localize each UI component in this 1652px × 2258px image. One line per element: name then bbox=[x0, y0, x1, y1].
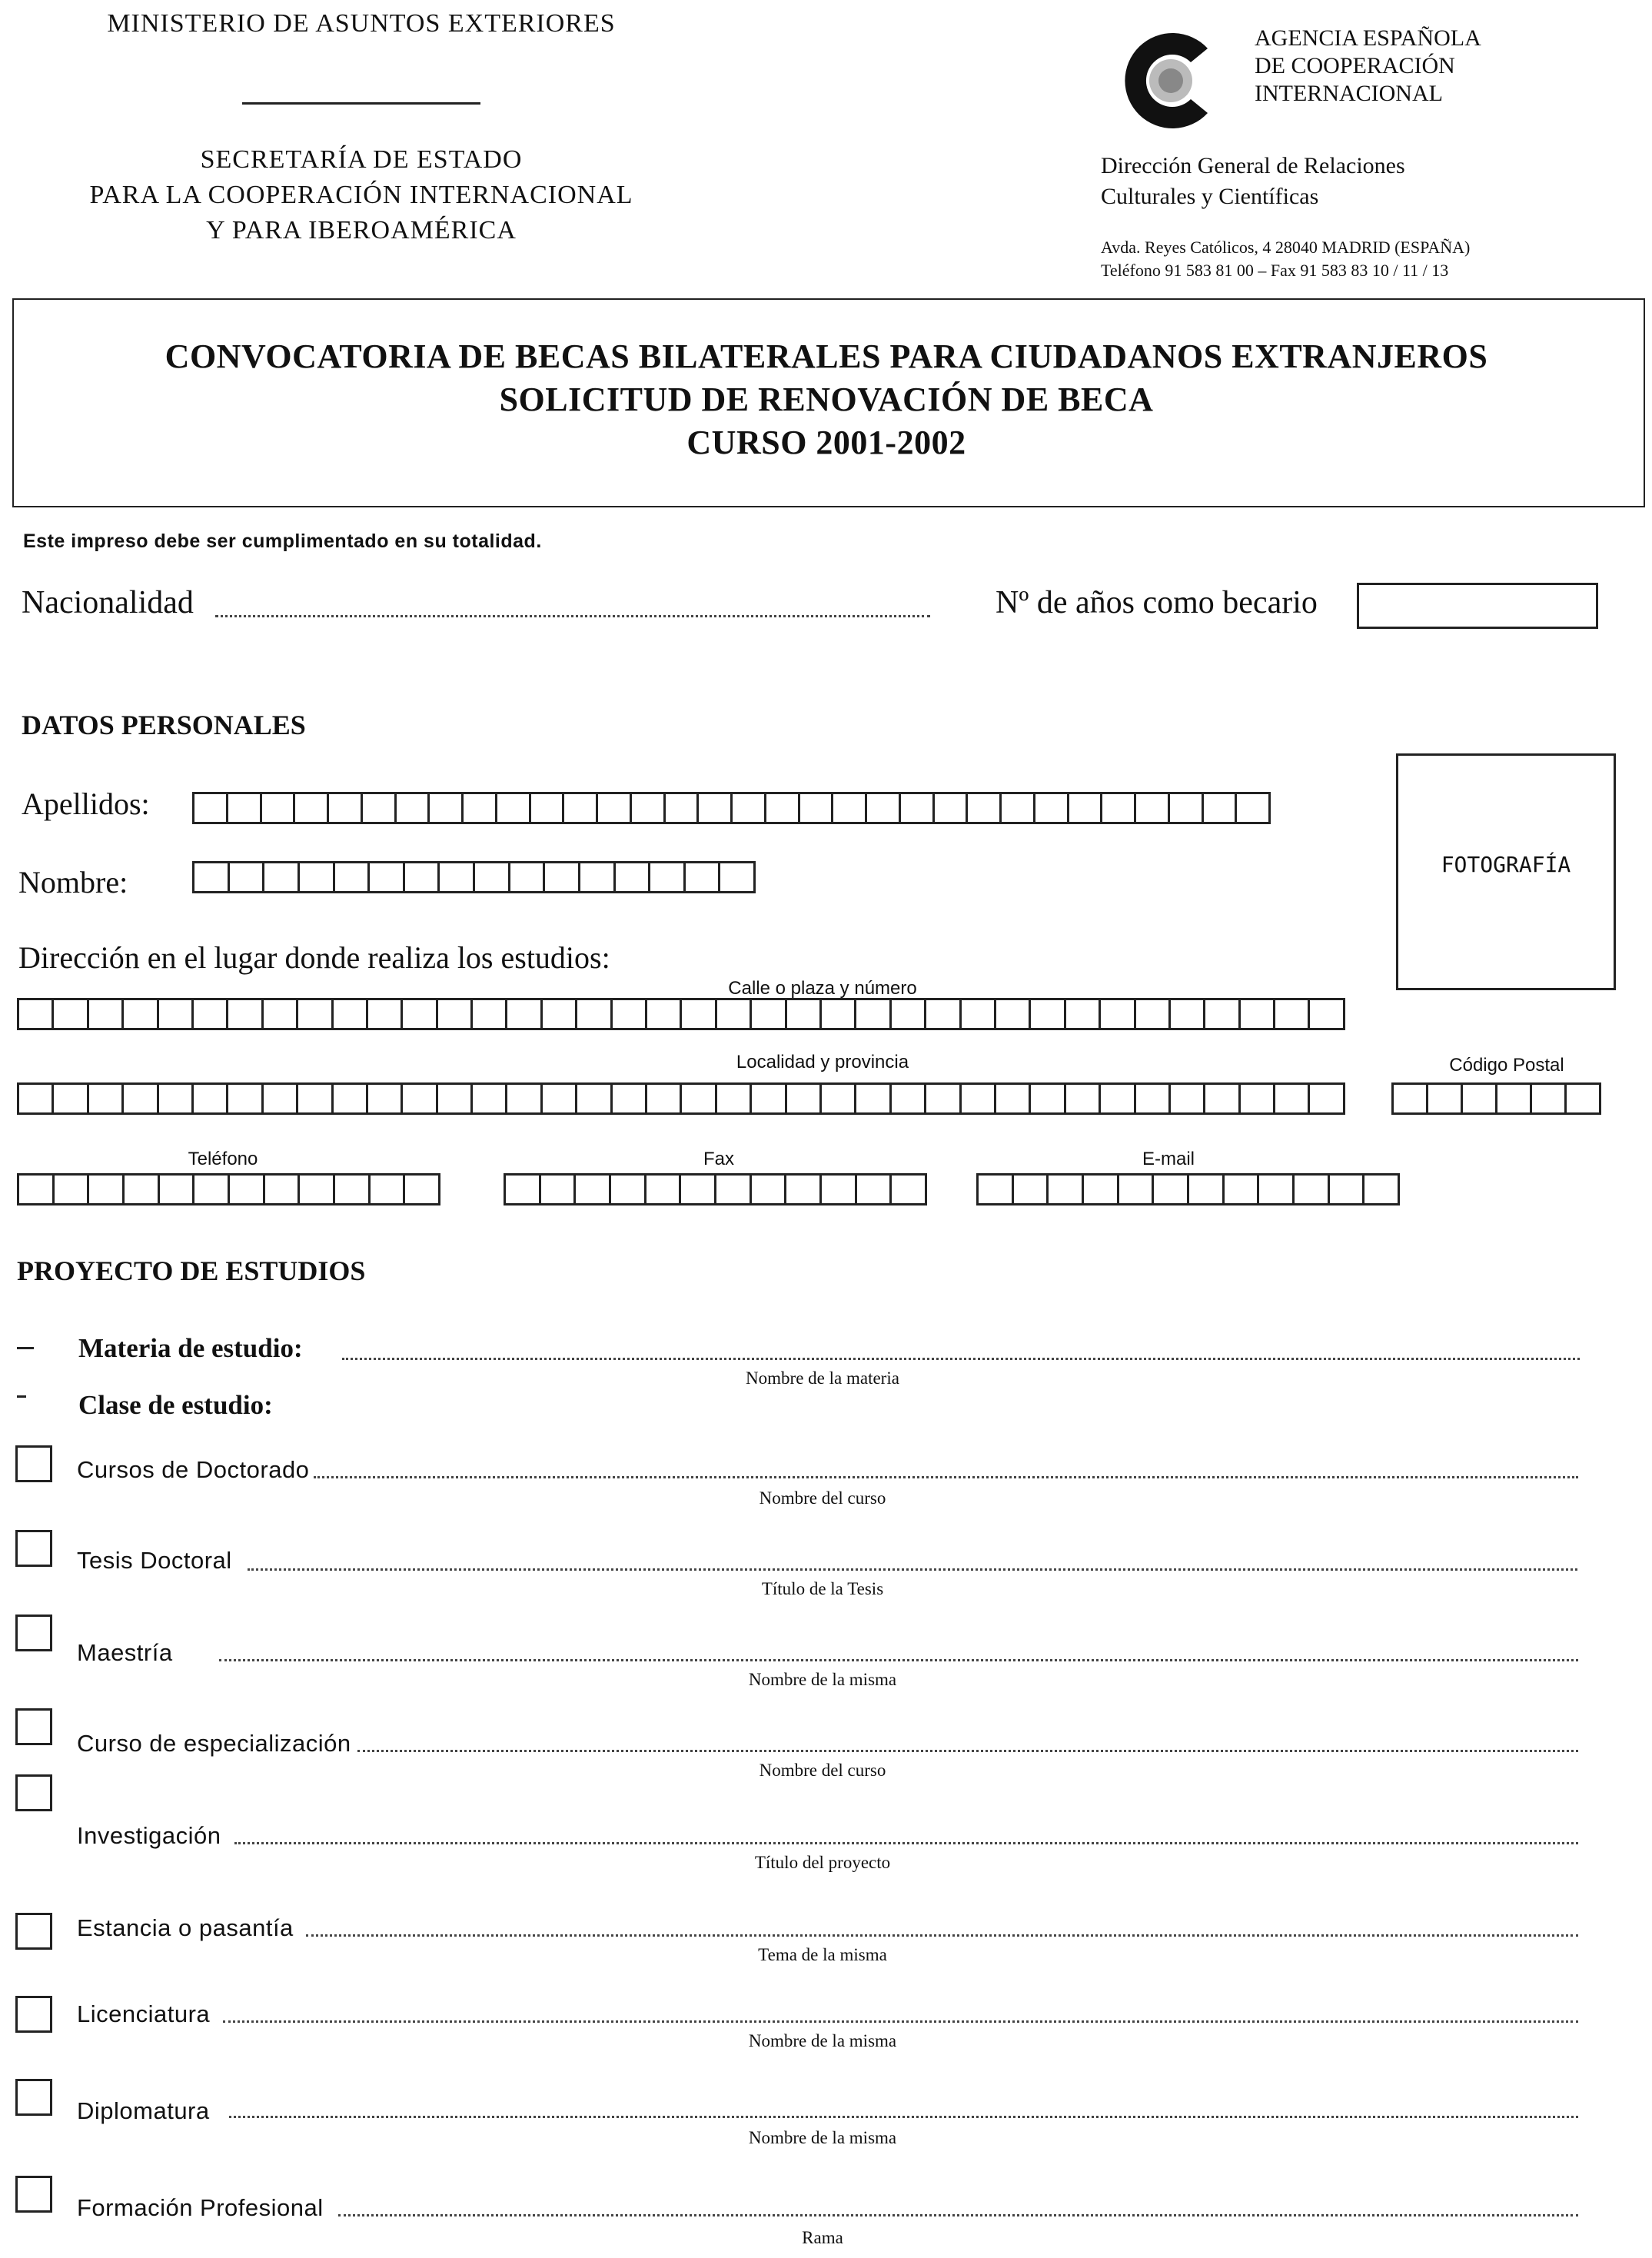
localidad-caption: Localidad y provincia bbox=[736, 1052, 909, 1072]
checkbox-licenciatura[interactable] bbox=[15, 1996, 52, 2033]
option-label: Curso de especialización bbox=[77, 1730, 351, 1757]
nacionalidad-label: Nacionalidad bbox=[22, 585, 194, 620]
form-subtitle: SOLICITUD DE RENOVACIÓN DE BECA bbox=[499, 381, 1154, 418]
option-caption: Nombre de la misma bbox=[748, 1670, 897, 1689]
maestria-input[interactable] bbox=[219, 1659, 1578, 1661]
calle-input[interactable] bbox=[17, 998, 1345, 1030]
direccion-line: Dirección General de Relaciones bbox=[1101, 153, 1405, 178]
agency-address: Avda. Reyes Católicos, 4 28040 MADRID (ESPAÑA) bbox=[1101, 238, 1471, 257]
option-label: Investigación bbox=[77, 1822, 221, 1849]
form-course: CURSO 2001-2002 bbox=[686, 424, 966, 461]
telefono-input[interactable] bbox=[17, 1173, 440, 1205]
email-input[interactable] bbox=[976, 1173, 1400, 1205]
materia-caption: Nombre de la materia bbox=[746, 1368, 899, 1388]
option-caption: Nombre de la misma bbox=[748, 2031, 897, 2050]
header-divider bbox=[242, 102, 480, 105]
secretaria-line: SECRETARÍA DE ESTADO bbox=[200, 145, 523, 174]
option-label: Diplomatura bbox=[77, 2097, 210, 2124]
nacionalidad-input[interactable] bbox=[215, 615, 930, 617]
clase-label: Clase de estudio: bbox=[78, 1390, 273, 1420]
materia-label: Materia de estudio: bbox=[78, 1333, 303, 1363]
checkbox-formacion-profesional[interactable] bbox=[15, 2176, 52, 2213]
diplomatura-input[interactable] bbox=[229, 2116, 1578, 2118]
option-caption: Título de la Tesis bbox=[761, 1579, 884, 1598]
curso-especializacion-input[interactable] bbox=[357, 1750, 1578, 1752]
localidad-input[interactable] bbox=[17, 1082, 1345, 1115]
option-label: Cursos de Doctorado bbox=[77, 1456, 310, 1483]
checkbox-maestria[interactable] bbox=[15, 1615, 52, 1651]
investigacion-input[interactable] bbox=[234, 1842, 1578, 1844]
agency-line: AGENCIA ESPAÑOLA bbox=[1255, 25, 1481, 51]
nombre-input[interactable] bbox=[192, 861, 756, 893]
estancia-input[interactable] bbox=[306, 1934, 1578, 1937]
dash-marker bbox=[17, 1395, 26, 1398]
fax-input[interactable] bbox=[504, 1173, 927, 1205]
tesis-doctoral-input[interactable] bbox=[248, 1568, 1577, 1571]
codigo-postal-input[interactable] bbox=[1391, 1082, 1601, 1115]
option-caption: Rama bbox=[802, 2228, 843, 2247]
option-label: Maestría bbox=[77, 1639, 173, 1666]
checkbox-cursos-doctorado[interactable] bbox=[15, 1445, 52, 1482]
option-caption: Nombre del curso bbox=[759, 1488, 886, 1508]
materia-input[interactable] bbox=[342, 1358, 1580, 1360]
form-title: CONVOCATORIA DE BECAS BILATERALES PARA CIUDADANOS EXTRANJEROS bbox=[165, 338, 1488, 375]
years-input[interactable] bbox=[1357, 583, 1598, 629]
agency-line: DE COOPERACIÓN bbox=[1255, 53, 1455, 78]
checkbox-diplomatura[interactable] bbox=[15, 2079, 52, 2116]
cursos-doctorado-input[interactable] bbox=[314, 1476, 1578, 1478]
secretaria-block bbox=[0, 142, 723, 248]
agency-line: INTERNACIONAL bbox=[1255, 81, 1443, 106]
direccion-general bbox=[1101, 151, 1405, 212]
option-label: Estancia o pasantía bbox=[77, 1914, 294, 1941]
option-caption: Título del proyecto bbox=[754, 1853, 891, 1872]
calle-caption: Calle o plaza y número bbox=[728, 978, 917, 999]
apellidos-input[interactable] bbox=[192, 792, 1271, 824]
option-caption: Nombre del curso bbox=[759, 1761, 886, 1780]
telefono-caption: Teléfono bbox=[188, 1149, 258, 1169]
fax-caption: Fax bbox=[703, 1149, 734, 1169]
checkbox-curso-especializacion[interactable] bbox=[15, 1708, 52, 1745]
datos-personales-heading: DATOS PERSONALES bbox=[22, 710, 306, 740]
photo-label: FOTOGRAFÍA bbox=[1441, 852, 1571, 877]
checkbox-investigacion[interactable] bbox=[15, 1774, 52, 1811]
formacion-profesional-input[interactable] bbox=[338, 2214, 1578, 2216]
direccion-label: Dirección en el lugar donde realiza los estudios: bbox=[18, 940, 610, 975]
notice-text: Este impreso debe ser cumplimentado en su totalidad. bbox=[23, 530, 542, 552]
aeci-logo-icon bbox=[1111, 19, 1234, 142]
checkbox-estancia[interactable] bbox=[15, 1913, 52, 1950]
agency-name bbox=[1255, 25, 1481, 108]
years-label: Nº de años como becario bbox=[996, 585, 1318, 620]
option-label: Licenciatura bbox=[77, 2000, 211, 2027]
nombre-label: Nombre: bbox=[18, 865, 128, 900]
codigo-postal-caption: Código Postal bbox=[1449, 1055, 1564, 1076]
proyecto-heading: PROYECTO DE ESTUDIOS bbox=[17, 1255, 366, 1286]
checkbox-tesis-doctoral[interactable] bbox=[15, 1530, 52, 1567]
option-caption: Nombre de la misma bbox=[748, 2128, 897, 2147]
email-caption: E-mail bbox=[1142, 1149, 1195, 1169]
secretaria-line: Y PARA IBEROAMÉRICA bbox=[206, 216, 517, 244]
apellidos-label: Apellidos: bbox=[22, 786, 150, 821]
dash-marker bbox=[17, 1347, 34, 1349]
secretaria-line: PARA LA COOPERACIÓN INTERNACIONAL bbox=[89, 181, 633, 209]
ministry-name: MINISTERIO DE ASUNTOS EXTERIORES bbox=[107, 9, 616, 38]
option-label: Tesis Doctoral bbox=[77, 1547, 232, 1574]
direccion-line: Culturales y Científicas bbox=[1101, 184, 1319, 209]
agency-phone: Teléfono 91 583 81 00 – Fax 91 583 83 10 / 11 / 13 bbox=[1101, 261, 1449, 280]
option-label: Formación Profesional bbox=[77, 2194, 324, 2221]
licenciatura-input[interactable] bbox=[223, 2020, 1578, 2023]
option-caption: Tema de la misma bbox=[758, 1945, 887, 1964]
